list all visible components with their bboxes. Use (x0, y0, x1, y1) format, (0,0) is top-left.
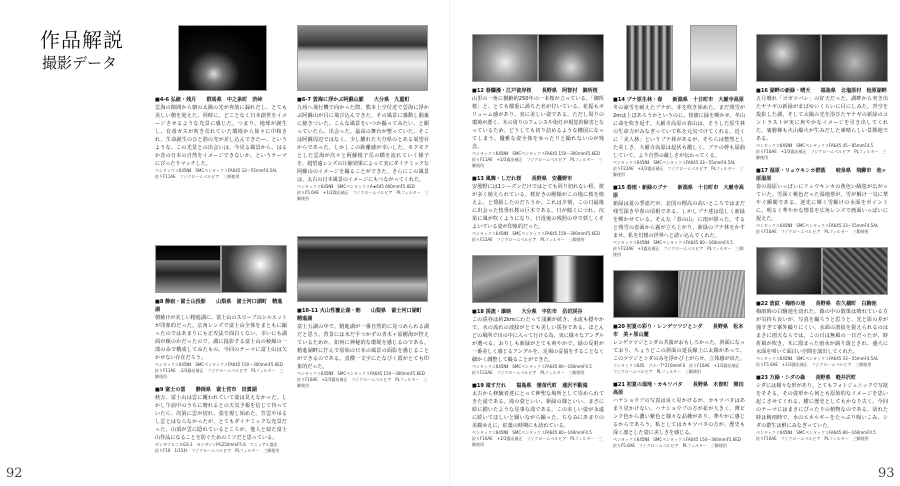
camera-data: 絞りF16 1/15秒 フジクロームベルビア PLフィルター 三脚使用 (155, 448, 280, 453)
article-body: ハナショウブの写真は良く見かけるが、カキツバタはあまり見かけない。ハナショウブの方が花が大きく、薄ピンク色から濃い紫色と様々な品種があり、華やかに感じるからであろう。私としてはカキツバタの方が、歴史も深く凛とした姿に美しさを感じる。 (613, 398, 745, 436)
photo-row (297, 25, 429, 91)
article-23 (756, 374, 888, 442)
photo-row (297, 236, 429, 302)
column-group-top-0 (155, 25, 287, 186)
article-body: この渓谷は約2kmにわたって浅瀬が続き、水流も穏やかで、水の流れの波紋がとても美しい渓谷である。ほとんどの場所で川の中に入って行ける為、実に様々なアングルが選べる。おりしも新緑がとても爽やかで、緑の反射が一番美しく感じるアングルを、足場の妥協をすることなく細かく調整して撮ることができた。 (472, 317, 604, 363)
column-group-top-1 (297, 25, 429, 208)
camera-data: ペンタックス645NⅡ SMCペンタックスFA645 150〜300mmF5.6ED (297, 371, 425, 376)
article-body: 九州へ飛行機で向かった際、熊本上空付近で雲海に浮かぶ阿蘇山が目に飛び込んできた。その風景に感動し脳裏に焼きついた。こんな風景をいつか撮ってみたい、と願っていたら、出会った。最高の舞台が整っていた。そこは阿蘇周辺ではなく、少し離れた大分県のとある展望台からであった。しかしこの距離感が幸いした。モクモクとした雲海が次々と阿蘇根子岳の横を流れていく様子を、超望遠レンズの圧縮効果によって実にダイナミックな阿蘇山のイメージを撮ることができた。さらにこの風景は、太古の日本風景のイメージにもつながってくれた。 (297, 105, 429, 183)
camera-data: 絞りF11AE -2/3露出補正 フジクロームベルビア PLフィルター 三脚使用 (155, 368, 284, 379)
camera-data: 絞りF22AE +2/3露出補正 フジクロームベルビア PLフィルター 三脚使用 (613, 166, 744, 177)
article-17 (756, 167, 888, 235)
camera-data: ペンタックス645NⅡ SMCペンタックスFA645 33〜55mmF4.5AL (613, 160, 736, 165)
camera-data: ゼンザブロニカGS-1 ゼンザノンPG250mmF5.6 マニュアル露出 (155, 442, 278, 447)
camera-data: 絞りF5.6AE フジクロームベルビア PLフィルター 三脚使用 (613, 443, 727, 448)
article-20 (613, 323, 745, 375)
camera-data: ペンタックス645NⅡ SMCペンタックスFA645 80〜160mmF4.5 (472, 430, 592, 435)
article-heading: ■18 渓流・瀑映 大分県 宇佐市 岳切渓谷 (472, 309, 583, 315)
camera-data: フジクロームベルビア PLフィルター 三脚使用 (613, 369, 701, 374)
article-16 (756, 87, 888, 161)
article-heading: ■17 湿原・リュウキンカ群落 岐阜県 飛騨市 池ヶ原湿原 (756, 168, 887, 182)
article-12 (472, 87, 604, 169)
article-body: 梅雨時の白駒池を訪れた。森の中の散策は晴れている方が気持ち良いが、写真を撮ろうと思うと、光と影の差が強すぎて案外撮りにくい。水面の波紋を捉えられるのはまさに雨天ならでは。この日は無風の一日だったが、時折風が吹き、木に溜まった雨水が滴り落とされ、盛大に水面を叩いて面白い空間を演出してくれた。 (756, 309, 888, 355)
camera-data: ペンタックス645NⅡ SMCペンタックスFA645 150〜300mmF5.6ED (472, 151, 600, 156)
camera-data: 絞りF5.6AE +1/2露出補正 フジクロームベルビア PLフィルター 三脚使用 (297, 190, 429, 201)
page-title: 作品解説 (40, 28, 124, 52)
article-body: 朝焼けが美しい精進湖に、富士山のスロープのシルエットが印象的だった。広角レンズで富士山全体をまともに撮ったのではあまりにも正攻法で面白くない。幸いにも湖面が鏡のかだったので、湖に投影する富士山の稜線の一部のみで構成してみたもの。今回のテーマに富士山は欠かせない存在だろう。 (155, 315, 287, 361)
photo-22-1 (756, 247, 822, 295)
article-body: レンゲツツジとシダの共演がおもしろかった。斜面になっており、ちょうどこの斜面の延長線上に太陽があって、このツツジとシダのみを浮かび上がらせ、立体感が出た。 (613, 340, 745, 362)
photo-20-1 (613, 270, 679, 318)
article-body: 秋万、富士山は雲に覆われていて姿は見えなかった。しかし午前中のうちに晴れるとの天気予報を信じて待っていたら、次第に雲が切れ、姿を現し始めた。笠雲や吊るし雲とはならなかったが、とてもダイナミックな光景だった。山頂が雲に隠れているところが、他人と似た富士山作品になることを防ぐためのミソだと思っている。 (155, 395, 287, 441)
photo-row (155, 245, 287, 293)
camera-data: ペンタックス645NⅡ SMCペンタックスFA645 150〜300mmF5.6ED (613, 437, 741, 442)
article-14 (613, 96, 745, 178)
photo-22-2 (822, 247, 888, 295)
page-gutter (449, 0, 451, 486)
camera-data: ペンタックス645NⅡ SMCペンタックスFA645 33〜55mmF4.5AL (155, 168, 278, 173)
column-group-bottom-4 (756, 247, 888, 448)
column-group-top-3 (613, 25, 745, 264)
article-body: 富士五湖の中で、精進湖が一番自然的に見つめられる湖だと思う。背景には未だ手つかずの青木ヶ原樹海が控えているためか、如何に神秘的な環境を感じるのである。精進湖畔に佇んで原始の日本の風景の面影を感じることができるのである。真横一文字にたなびく霞がとても印象的だった。 (297, 324, 429, 370)
article-heading: ■12 春爛漫・江戸彼岸桜 長野県 阿智村 御所桜 (472, 88, 598, 94)
article-6-7 (297, 96, 429, 202)
article-21 (613, 381, 745, 449)
column-group-bottom-0 (155, 245, 287, 460)
article-body: 冬の豪雪を耐えたブナが、芽を吹き始めた。まだ残雪が2mは上ほあろうかというのに、枝値に緑を輝かせ、冬山に命を吹き返す。大厳寺高原の春山は、そうした原生林の生命力がみなぎっていて私を元気づけてくれる。近くに「美人林」というブナ林があるが、そちらは整然とした美しさ。大厳寺高原は起伏も激しく、ブナの幹も屈曲していて、より自然の厳しさが伝わってくる。 (613, 105, 745, 159)
photo-row (472, 255, 604, 303)
article-body: 春の湿原いっぱいにリュウキンカの黄色い絨毯が広がっていた。雪深く桃色だった湿地帯が、雪が解け一気に華やぐ瞬間である。逆光に輝く雪解けの水面をポイントに、明るく華やかな情景を広角レンズで画面いっぱいに捉えた。 (756, 184, 888, 222)
photo-16-2 (821, 34, 888, 82)
article-8 (155, 298, 287, 380)
camera-data: 絞りF16AE +1/3露出補正 フジクロームベルビア PLフィルター 三脚使用 (472, 436, 603, 447)
article-body: 山里の一角に樹齢約250年の一本桜が立っている。「御所桜」と、とても敬重に満ちた名が付いている。花振もボリューム感があり、実に美しい姿である。ただし周りの環境が悪く、木の周りのフェンスや街灯が視覚的障害となっているため、どうしても切り詰めるような構図になってしまう。優雅な姿全体をゆったりと撮れないのが残念。 (472, 96, 604, 150)
article-heading: ■9 富士の雲 静岡県 富士宮市 田貫湖 (155, 387, 257, 393)
article-19 (472, 382, 604, 448)
article-18 (472, 308, 604, 376)
article-heading: ■23 万緑・シダの森 長野県 軽井沢町 (756, 375, 857, 381)
article-4-6 (155, 96, 287, 180)
article-body: 安曇野には1シーズンだけではとても回り切れない程、桜が多く植えられている。桜好きの殿様がこの地に桜を植えよ、と奨励したのだろうか。これは夕刻、この日最後に出会った枝垂れ桜の巨木である。日が傾くにつれ、次第に風が吹くようになり、日没後の残照の中で妖しくそよいでいる姿が印象的だった。 (472, 184, 604, 230)
article-heading: ■20 初夏の彩り・レンゲツツジとシダ 長野県 松本市 美ヶ原山麓 (613, 324, 744, 338)
photo-12-1 (472, 34, 538, 82)
page-number-left: 92 (6, 466, 23, 481)
camera-data: ペンタックス645NⅡ SMCペンタックスFA645 80〜160mmF4.5 (756, 430, 876, 435)
camera-data: ペンタックス645NⅡ SMCペンタックスFA645 150〜300mmF5.6ED (155, 362, 283, 367)
page-number-right: 93 (878, 466, 895, 481)
photo-4-6-1 (178, 25, 267, 91)
article-body: 新緑は夏の季語だが、北国の標高の高いところではまだ残雪深き早春の頃相である。しかしブナ達は逞しく新緑を輝かせている。そんな「春の山」に雨が降った。すると残雪の表面から霧が立ち上がり、新緑のブナ林をかすませ、私を幻想の世界へと誘い込んでくれた。 (613, 201, 745, 239)
photo-10-11-1 (297, 236, 428, 302)
photo-8-1 (155, 245, 221, 293)
camera-data: ペンタックス645NⅡ SMCペンタックスFA645 80〜160mmF4.5 (472, 364, 592, 369)
camera-data: 絞りF16AE フジクロームベルビア PLフィルター 三脚使用 (756, 436, 869, 441)
article-heading: ■22 波紋・梅雨の池 長野県 佐久穂町 白駒池 (756, 301, 877, 307)
photo-row (613, 25, 745, 91)
photo-8-2 (221, 245, 287, 293)
photo-row (613, 270, 745, 318)
camera-data: ペンタックス645NⅡ SMCペンタックスFA645 45〜85mmF4.5 (756, 143, 874, 148)
article-9 (155, 386, 287, 454)
article-13 (472, 175, 604, 243)
camera-data: 絞りF16AE +1/3露出補正 フジクロームベルビア PLフィルター 三脚使用 (756, 149, 887, 160)
article-heading: ■14 ブナ原生林・春 新潟県 十日町市 大厳寺高原 (613, 97, 744, 103)
camera-data: 絞りF22AE フジクロームベルビア PLフィルター 三脚使用 (472, 237, 585, 242)
camera-data: ペンタックス645NⅡ SMCペンタックスFA645 33〜55mmF4.5AL (756, 223, 879, 228)
photo-row (155, 25, 287, 91)
column-group-top-2 (472, 34, 604, 249)
photo-row (756, 34, 888, 82)
column-group-bottom-1 (297, 236, 429, 395)
article-heading: ■21 初夏の湿地・カキツバタ 長野県 木曽町 開田高原 (613, 382, 744, 396)
photo-6-7-1 (297, 25, 428, 91)
camera-data: 絞りF11AE +1/3露出補正 フジクロームベルビア PLフィルター 三脚使用 (472, 157, 603, 168)
article-body: 太古から修験者達にとって神聖な場所として崇められてきた滝である。滝の姿といい、新緑の様といい、まさに絵に描いたような見事な滝である。この美しい姿が永遠に続いてほしいと願いながら撮った。ちなみにあまりの美観ゆえに、紅葉の時期にも訪れている。 (472, 391, 604, 429)
camera-data: ペンタックス645NⅡ SMCペンタックスFA645 150〜300mmF5.6ED (472, 231, 600, 236)
photo-14-1 (626, 25, 673, 91)
article-heading: ■16 湖畔の新緑・晴天 福島県 北塩原村 桧原湖畔 (756, 88, 887, 94)
camera-data: 絞りF22AE +1露出補正 フジクロームベルビア PLフィルター 三脚使用 (613, 246, 744, 257)
photo-14-2 (690, 25, 737, 91)
photo-18-2 (538, 255, 604, 303)
photo-row (756, 247, 888, 295)
article-10-11 (297, 307, 429, 389)
column-group-top-4 (756, 34, 888, 241)
photo-20-2 (679, 270, 745, 318)
article-heading: ■6-7 雲海に浮かぶ阿蘇山脈 大分県 九重町 (297, 97, 410, 103)
article-heading: ■13 風舞・しだれ桜 長野県 安曇野市 (472, 176, 573, 182)
article-body: 雲海の隙間から朝の太陽の光が奔放に漏れだし、とても美しい朝を迎えた。同時に、どことなく日本創世をイメージさせるような光景に感じた。つまり、地球が誕生し、有毒ガスが吹き荒れていた環境から徐々に中和され、生命誕生のひと筋の光が差し込んできた―、というような。この光景との出会いは、今見る風景から、はるか昔の日本の自然をイメージできないか、というテーマにぴったりマッチした。 (155, 105, 287, 167)
camera-data: ペンタックス645NⅡ SMCペンタックスA★645 600mmF5.6ED (297, 184, 415, 189)
camera-data: 絞りF5.6AE +1/3露出補正 フジクロームベルビア 三脚使用 (756, 362, 872, 367)
article-heading: ■19 滝すだれ 福島県 猪苗代町 達沢不動滝 (472, 383, 588, 389)
camera-data: ペンタックス645NⅡ SMCペンタックスFA645 33〜55mmF4.5AL (756, 356, 879, 361)
article-22 (756, 300, 888, 368)
article-body: シダには様々な形があり、とてもフォトジェニックで写欲をそそる。その姿形から何とも原始的なイメージを思い起こさせてくれる。樹に歴史としてもかなり古く、今回のテーマにはまさにぴったりの植物なのである。訪れた時は梅雨時で、水のエネルギーをたっぷり吸いこみ、シダの群生は鮮にみなぎっていた。 (756, 383, 888, 429)
camera-data: ペンタックス645NⅡ SMCペンタックスFA645 80〜160mmF4.5 (613, 240, 733, 245)
page-subtitle: 撮影データ (42, 54, 118, 72)
photo-row (472, 34, 604, 82)
article-heading: ■15 春雨・新緑のブナ 新潟県 十日町市 大厳寺高原 (613, 185, 744, 199)
article-heading: ■8 静寂・富士山投影 山梨県 富士河口湖町 精進湖 (155, 299, 283, 313)
photo-12-2 (538, 34, 604, 82)
camera-data: 絞りF22AE フジクロームベルビア PLフィルター 三脚使用 (472, 370, 585, 375)
article-15 (613, 184, 745, 258)
camera-data: コンタックス645 ゾナーT*210mmF4 絞りF16AE +1/3露出補正 (613, 363, 740, 368)
article-heading: ■10-11 火山性覆止湖・朝 山梨県 富士河口湖町 精進湖 (297, 308, 427, 322)
camera-data: 絞りF16AE フジクロームベルビア PLフィルター 三脚使用 (756, 229, 869, 234)
article-body: 五月晴れ「ゴガツバレ」の好天だった。湖畔から突き出たヤナギの新緑がまばゆいくらいに目にしみた。青空を投影した湖、そして太陽の光を浴びたヤナギの新緑のコントラストが実に爽やかなイメージを引き出してくれた。裏磐梯も火山爆火が生みだした素晴らしい景勝地である。 (756, 96, 888, 142)
article-heading: ■4-6 弘統・残月 群馬県 中之条町 渋峠 (155, 97, 263, 103)
photo-18-1 (472, 255, 538, 303)
column-group-bottom-3 (613, 270, 745, 455)
camera-data: 絞りF11AE フジクロームベルビア 三脚使用 (155, 174, 240, 179)
column-group-bottom-2 (472, 255, 604, 454)
photo-16-1 (756, 34, 821, 82)
camera-data: 絞りF16AE +2/3露出補正 フジクロームベルビア PLフィルター 三脚使用 (297, 377, 428, 388)
